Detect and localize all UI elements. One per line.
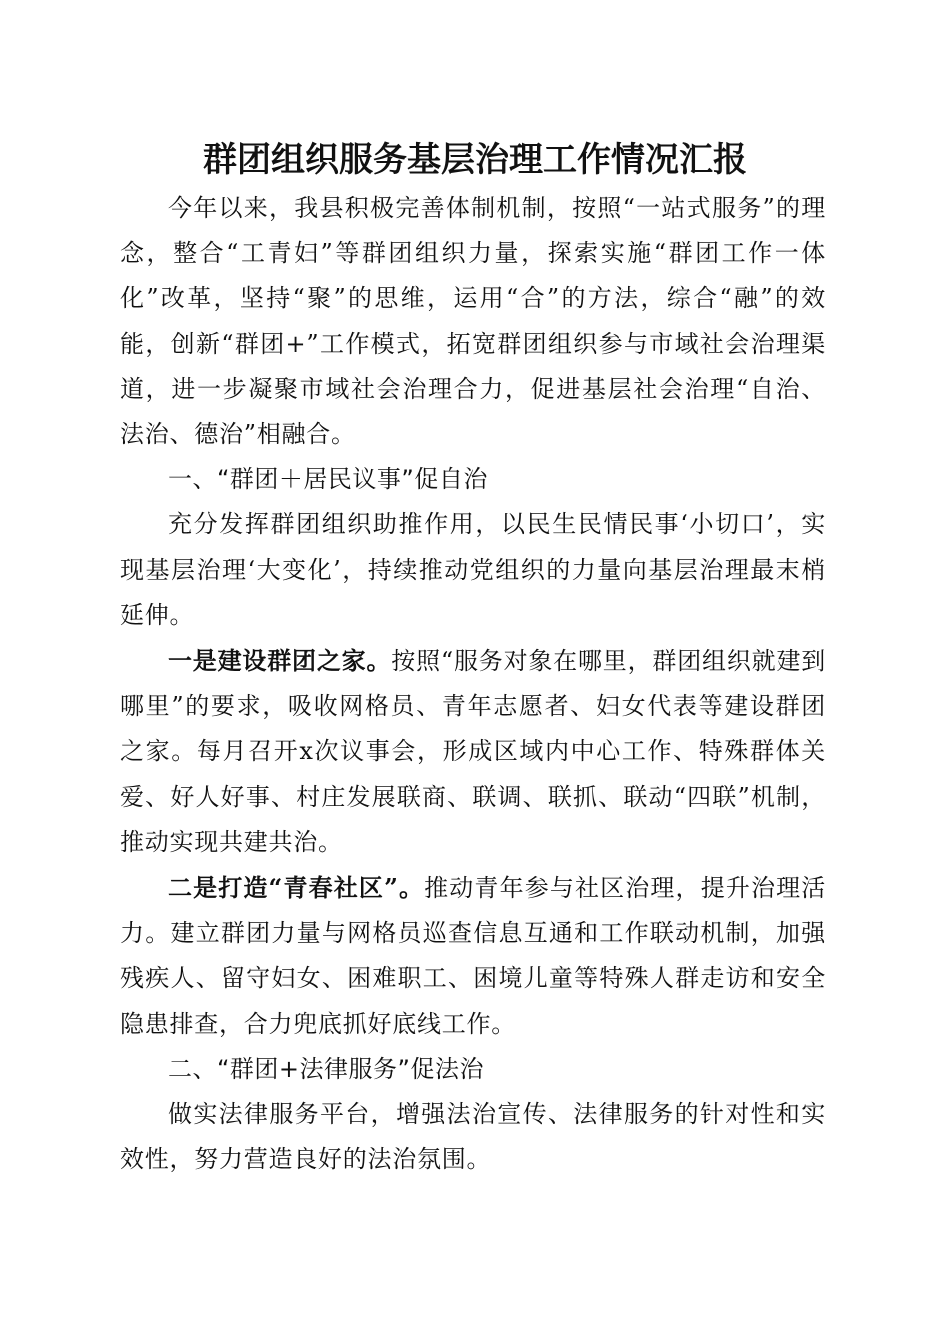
section-1-summary: 充分发挥群团组织助推作用，以民生民情民事‘小切口’，实现基层治理‘大变化’，持续推动党组织的力量向基层治理最末梢延伸。 xyxy=(120,510,826,629)
section-2-heading: 二、“群团+法律服务”促法治 xyxy=(168,1054,484,1083)
section-1-item-2 xyxy=(120,865,826,1047)
document-body xyxy=(120,186,826,1182)
section-1-item-1-lead: 一是建设群团之家。 xyxy=(168,646,392,676)
section-1-heading: 一、“群团＋居民议事”促自治 xyxy=(168,465,488,494)
section-2-summary: 做实法律服务平台，增强法治宣传、法律服务的针对性和实效性，努力营造良好的法治氛围。 xyxy=(120,1100,826,1174)
intro-paragraph: 今年以来，我县积极完善体制机制，按照“一站式服务”的理念，整合“工青妇”等群团组织力量，探索实施“群团工作一体化”改革，坚持“聚”的思维，运用“合”的方法，综合“融”的效能，创新“群团+”工作模式，拓宽群团组织参与市域社会治理渠道，进一步凝聚市域社会治理合力，促进基层社会治理“自治、法治、德治”相融合。 xyxy=(120,194,826,449)
section-1-item-2-lead: 二是打造“青春社区”。 xyxy=(168,873,425,903)
section-1-item-1 xyxy=(120,638,826,865)
document-title: 群团组织服务基层治理工作情况汇报 xyxy=(203,140,747,180)
section-1-item-1-body: 按照“服务对象在哪里，群团组织就建到哪里”的要求，吸收网格员、青年志愿者、妇女代表等建设群团之家。每月召开x次议事会，形成区域内中心工作、特殊群体关爱、好人好事、村庄发展联商、联调、联抓、联动“四联”机制，推动实现共建共治。 xyxy=(120,647,826,856)
section-1-item-2-body: 推动青年参与社区治理，提升治理活力。建立群团力量与网格员巡查信息互通和工作联动机制，加强残疾人、留守妇女、困难职工、困境儿童等特殊人群走访和安全隐患排查，合力兜底抓好底线工作。 xyxy=(120,874,827,1038)
